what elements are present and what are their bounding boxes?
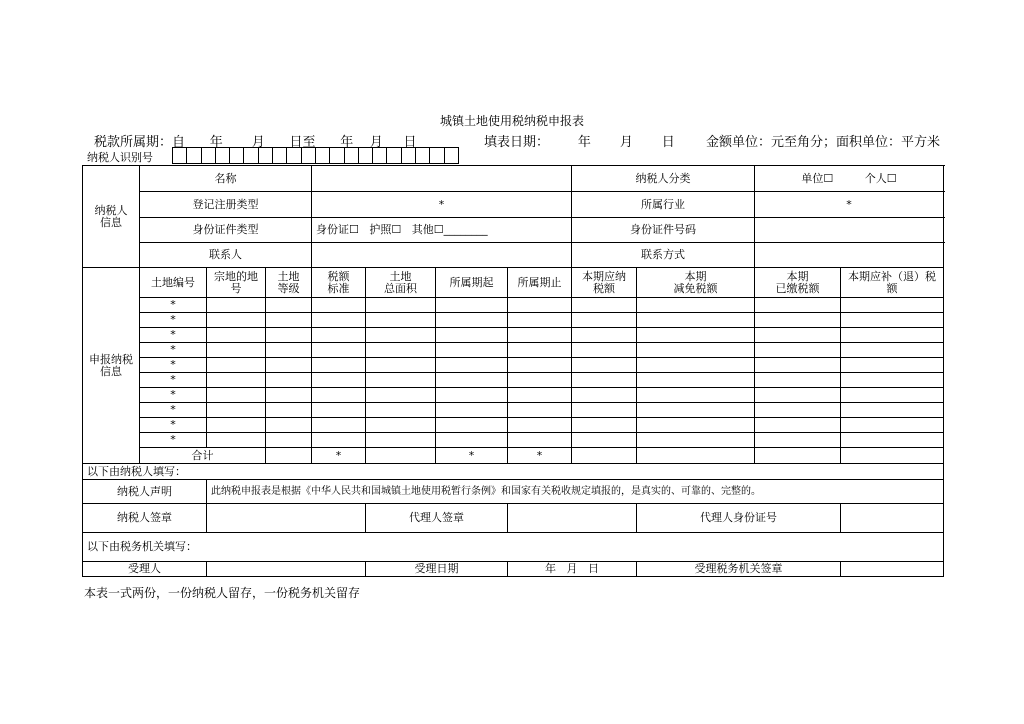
declare-cell[interactable] [508,388,572,403]
category-field[interactable]: 单位☐ 个人☐ [755,166,944,192]
tin-digit-box[interactable] [345,147,359,164]
tin-label: 纳税人识别号 [87,151,153,164]
declare-col-header: 土地 等级 [266,268,312,298]
declare-cell[interactable] [755,373,841,388]
declare-cell[interactable] [436,343,508,358]
receive-date-label: 受理日期 [366,562,508,577]
declare-cell[interactable] [841,448,944,464]
reg-type-label: 登记注册类型 [140,192,312,218]
declare-cell[interactable] [755,433,841,448]
declare-cell[interactable] [841,343,944,358]
declare-cell[interactable] [436,388,508,403]
declare-cell[interactable] [508,328,572,343]
tin-digit-box[interactable] [216,147,230,164]
declare-cell[interactable] [508,403,572,418]
declare-cell[interactable] [312,358,366,373]
declare-cell[interactable] [841,373,944,388]
declare-cell[interactable] [266,343,312,358]
declare-col-header: 本期 减免税额 [637,268,755,298]
declare-cell[interactable] [755,388,841,403]
land-no-cell[interactable]: * [140,388,207,403]
declare-cell[interactable] [637,313,755,328]
declare-cell[interactable] [436,328,508,343]
declare-cell[interactable] [841,298,944,313]
contact-method-label: 联系方式 [572,243,755,268]
declare-cell[interactable] [312,403,366,418]
declare-cell[interactable] [207,373,266,388]
tin-digit-box[interactable] [316,147,330,164]
land-no-cell[interactable]: * [140,418,207,433]
declare-col-header: 宗地的地 号 [207,268,266,298]
tin-digit-box[interactable] [416,147,430,164]
declare-cell[interactable] [508,343,572,358]
declare-cell[interactable] [572,418,637,433]
declare-cell[interactable] [841,433,944,448]
declare-cell[interactable] [312,373,366,388]
declare-col-header: 土地编号 [140,268,207,298]
declare-col-header: 所属期止 [508,268,572,298]
category-label: 纳税人分类 [572,166,755,192]
declare-row [83,328,944,343]
declare-cell[interactable] [312,418,366,433]
tax-office-heading: 以下由税务机关填写： [83,533,944,562]
declare-cell[interactable] [366,433,436,448]
declare-cell[interactable] [436,358,508,373]
declare-cell[interactable] [207,343,266,358]
contact-method-field[interactable] [755,243,944,268]
tin-digit-box[interactable] [259,147,273,164]
declare-row [83,343,944,358]
taxpayer-section-label: 纳税人 信息 [83,166,140,268]
declare-cell[interactable] [207,313,266,328]
declare-cell[interactable] [572,403,637,418]
declare-cell[interactable] [572,373,637,388]
declare-cell[interactable] [572,388,637,403]
tin-digit-box[interactable] [302,147,316,164]
declare-cell[interactable] [436,298,508,313]
declare-cell[interactable] [266,403,312,418]
fill-date: 填表日期： 年 月 日 [484,135,675,150]
tin-digit-box[interactable] [402,147,416,164]
id-no-field[interactable] [755,218,944,243]
declare-cell[interactable] [637,298,755,313]
declare-cell[interactable] [207,388,266,403]
declare-col-header: 所属期起 [436,268,508,298]
declare-row [83,433,944,448]
land-no-cell[interactable]: * [140,298,207,313]
declare-cell[interactable] [572,328,637,343]
declare-cell[interactable] [207,418,266,433]
declare-cell[interactable] [572,298,637,313]
declare-col-header: 本期应补（退）税 额 [841,268,944,298]
declare-cell[interactable] [637,373,755,388]
land-no-cell[interactable]: * [140,403,207,418]
sign-field[interactable] [207,504,366,533]
declare-cell[interactable] [637,388,755,403]
declare-cell[interactable] [841,418,944,433]
declare-cell[interactable] [841,358,944,373]
declare-row [83,313,944,328]
taxpayer-fill-heading: 以下由纳税人填写： [83,464,944,480]
footer-note: 本表一式两份，一份纳税人留存，一份税务机关留存 [84,586,361,600]
tin-digit-box[interactable] [287,147,301,164]
declare-cell[interactable] [572,448,637,464]
tin-digit-box[interactable] [330,147,344,164]
declare-cell[interactable] [366,448,436,464]
declare-row [83,373,944,388]
declare-cell[interactable] [508,298,572,313]
declare-cell[interactable] [366,373,436,388]
land-no-cell[interactable]: * [140,358,207,373]
declare-cell[interactable] [366,343,436,358]
declare-cell[interactable] [207,328,266,343]
declare-cell[interactable] [841,403,944,418]
receiver-field[interactable] [207,562,366,577]
form-title: 城镇土地使用税纳税申报表 [439,114,584,128]
declare-cell[interactable] [207,298,266,313]
declare-cell[interactable] [572,343,637,358]
declare-cell[interactable] [755,418,841,433]
statement-label: 纳税人声明 [83,480,207,504]
tin-digit-box[interactable] [244,147,258,164]
declare-cell[interactable] [266,298,312,313]
declare-cell[interactable] [755,403,841,418]
declare-cell[interactable] [755,328,841,343]
declare-col-header: 土地 总面积 [366,268,436,298]
declare-cell[interactable] [841,328,944,343]
declare-cell[interactable] [266,358,312,373]
declare-cell[interactable] [436,403,508,418]
declare-cell[interactable] [312,388,366,403]
agent-sign-label: 代理人签章 [366,504,508,533]
declare-section-label: 申报纳税 信息 [83,268,140,464]
declare-row [83,388,944,403]
declaration-table [82,165,944,577]
declare-cell[interactable] [637,343,755,358]
declare-cell[interactable] [637,358,755,373]
tin-digit-box[interactable] [430,147,444,164]
declare-cell[interactable] [312,313,366,328]
declare-col-header: 本期 已缴税额 [755,268,841,298]
tin-digit-box[interactable] [445,147,459,164]
declare-cell[interactable] [366,298,436,313]
land-no-cell[interactable]: * [140,373,207,388]
declare-cell[interactable] [312,298,366,313]
land-no-cell[interactable]: * [140,433,207,448]
declare-cell[interactable] [841,313,944,328]
tin-digit-box[interactable] [187,147,201,164]
tin-boxes[interactable] [172,147,459,164]
declare-cell[interactable] [637,433,755,448]
declare-cell[interactable] [508,358,572,373]
declare-cell[interactable] [207,358,266,373]
name-label: 名称 [140,166,312,192]
declare-cell[interactable] [436,433,508,448]
declare-cell[interactable] [508,373,572,388]
declare-col-header: 税额 标准 [312,268,366,298]
declare-cell[interactable] [572,358,637,373]
total-mark: * [436,448,508,464]
tin-digit-box[interactable] [230,147,244,164]
statement-text: 此纳税申报表是根据《中华人民共和国城镇土地使用税暂行条例》和国家有关税收规定填报的，是真实的、可靠的、完整的。 [207,480,944,504]
declare-cell[interactable] [508,433,572,448]
declare-cell[interactable] [366,388,436,403]
contact-field[interactable] [312,243,572,268]
land-no-cell[interactable]: * [140,313,207,328]
land-no-cell[interactable]: * [140,343,207,358]
declare-row [83,358,944,373]
declare-cell[interactable] [312,433,366,448]
declare-cell[interactable] [266,418,312,433]
declare-cell[interactable] [841,388,944,403]
declare-row [83,403,944,418]
tin-digit-box[interactable] [273,147,287,164]
declare-col-header: 本期应纳 税额 [572,268,637,298]
declare-cell[interactable] [366,358,436,373]
declare-cell[interactable] [637,403,755,418]
declare-cell[interactable] [207,403,266,418]
declare-cell[interactable] [755,358,841,373]
receive-date-field[interactable]: 年 月 日 [508,562,637,577]
total-mark: * [508,448,572,464]
declare-cell[interactable] [755,343,841,358]
declare-cell[interactable] [366,328,436,343]
industry-field[interactable]: * [755,192,944,218]
declare-cell[interactable] [366,313,436,328]
total-mark: * [312,448,366,464]
agent-sign-field[interactable] [508,504,637,533]
declare-cell[interactable] [572,433,637,448]
tin-digit-box[interactable] [359,147,373,164]
declare-cell[interactable] [207,433,266,448]
declare-cell[interactable] [312,343,366,358]
tin-digit-box[interactable] [202,147,216,164]
industry-label: 所属行业 [572,192,755,218]
tin-digit-box[interactable] [173,147,187,164]
declare-cell[interactable] [266,433,312,448]
declare-row [83,298,944,313]
office-sign-field[interactable] [841,562,944,577]
declare-cell[interactable] [508,313,572,328]
declare-cell[interactable] [312,328,366,343]
declare-cell[interactable] [572,313,637,328]
declare-cell[interactable] [637,448,755,464]
name-field[interactable] [312,166,572,192]
total-row [83,448,944,464]
declare-row [83,418,944,433]
contact-label: 联系人 [140,243,312,268]
declare-cell[interactable] [266,373,312,388]
declare-cell[interactable] [436,373,508,388]
declare-cell[interactable] [436,418,508,433]
declare-cell[interactable] [637,328,755,343]
agent-id-field[interactable] [841,504,944,533]
declare-cell[interactable] [755,448,841,464]
declare-cell[interactable] [508,418,572,433]
units-note: 金额单位：元至角分；面积单位：平方米 [706,135,941,150]
id-type-field[interactable]: 身份证☐ 护照☐ 其他☐________ [312,218,572,243]
declare-cell[interactable] [755,313,841,328]
office-sign-label: 受理税务机关签章 [637,562,841,577]
declare-cell[interactable] [366,403,436,418]
reg-type-field[interactable]: * [312,192,572,218]
declare-cell[interactable] [366,418,436,433]
total-label: 合计 [140,448,266,464]
tin-digit-box[interactable] [373,147,387,164]
declare-cell[interactable] [637,418,755,433]
declare-cell[interactable] [266,313,312,328]
sign-label: 纳税人签章 [83,504,207,533]
declare-cell[interactable] [266,388,312,403]
agent-id-label: 代理人身份证号 [637,504,841,533]
receiver-label: 受理人 [83,562,207,577]
id-type-label: 身份证件类型 [140,218,312,243]
declare-cell[interactable] [266,448,312,464]
tax-period: 税款所属期：自 年 月 日至 年 月 日 [94,135,417,150]
declare-cell[interactable] [266,328,312,343]
tin-digit-box[interactable] [387,147,401,164]
land-no-cell[interactable]: * [140,328,207,343]
id-no-label: 身份证件号码 [572,218,755,243]
declare-cell[interactable] [436,313,508,328]
declare-cell[interactable] [755,298,841,313]
